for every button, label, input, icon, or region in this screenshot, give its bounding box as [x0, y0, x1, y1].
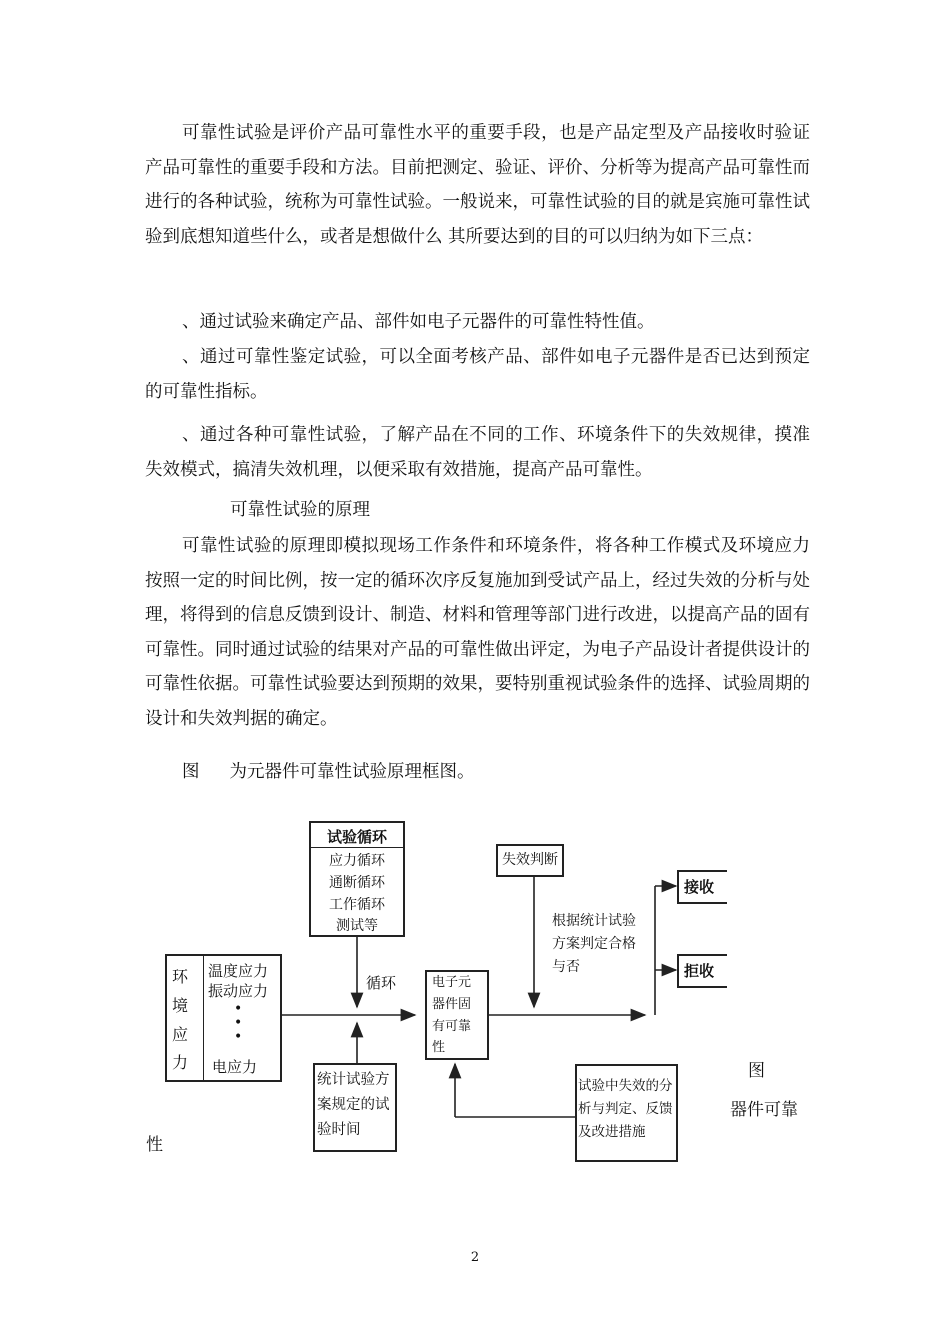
electrical-stress-label: 电应力	[212, 1058, 258, 1076]
test-cycle-item: 测试等	[336, 918, 378, 934]
test-cycle-title: 试验循环	[326, 828, 387, 846]
ellipsis-dot: •	[234, 1001, 243, 1017]
reject-label: 拒收	[684, 962, 715, 980]
test-cycle-item: 工作循环	[329, 897, 385, 913]
analysis-line: 试验中失效的分	[578, 1078, 673, 1094]
env-label-char: 应	[172, 1025, 189, 1044]
figure-caption-fragment: 性	[146, 1135, 163, 1155]
temperature-stress-label: 温度应力	[208, 962, 269, 980]
point-2: 、通过可靠性鉴定试验，可以全面考核产品、部件如电子元器件是否已达到预定的可靠性指标。	[145, 347, 810, 402]
vibration-stress-label: 振动应力	[208, 982, 269, 1000]
figure-reference-text: 为元器件可靠性试验原理框图。	[229, 762, 475, 782]
analysis-line: 析与判定、反馈	[578, 1101, 673, 1117]
intro-paragraph: 可靠性试验是评价产品可靠性水平的重要手段，也是产品定型及产品接收时验证产品可靠性的重要手段和方法。目前把测定、验证、评价、分析等为提高产品可靠性而进行的各种试验，统称为可靠性试验。一般说来，可靠性试验的目的就是宾施可靠性试验到底想知道些什么，或者是想做什么 其所要达到的目的可以归纳为如下三点：	[145, 123, 810, 247]
env-label-char: 力	[172, 1053, 189, 1072]
test-cycle-item: 通断循环	[329, 875, 385, 891]
ellipsis-dot: •	[234, 1015, 243, 1031]
ellipsis-dot: •	[234, 1029, 243, 1045]
stat-plan-line: 验时间	[317, 1122, 361, 1138]
stat-plan-line: 统计试验方	[317, 1072, 390, 1088]
environment-stress-divider	[203, 956, 204, 1080]
figure-reference-prefix: 图	[182, 762, 200, 782]
test-cycle-item: 应力循环	[329, 853, 385, 869]
principle-paragraph: 可靠性试验的原理即模拟现场工作条件和环境条件，将各种工作模式及环境应力按照一定的时间比例，按一定的循环次序反复施加到受试产品上，经过失效的分析与处理，将得到的信息反馈到设计、制造、材料和管理等部门进行改进，以提高产品的固有可靠性。同时通过试验的结果对产品的可靠性做出评定，为电子产品设计者提供设计的可靠性依据。可靠性试验要达到预期的效果，要特别重视试验条件的选择、试验周期的设计和失效判据的确定。	[145, 536, 810, 729]
env-label-char: 境	[172, 996, 189, 1015]
point-3: 、通过各种可靠性试验，了解产品在不同的工作、环境条件下的失效规律，摸准失效模式，搞清失效机理，以便采取有效措施，提高产品可靠性。	[145, 425, 810, 480]
accept-label: 接收	[684, 878, 715, 896]
component-line: 有可靠	[432, 1019, 472, 1034]
point-1: 、通过试验来确定产品、部件如电子元器件的可靠性特性值。	[182, 312, 655, 332]
section-heading: 可靠性试验的原理	[230, 500, 370, 520]
decision-line: 与否	[552, 959, 580, 975]
failure-judgment-label: 失效判断	[502, 852, 558, 868]
analysis-line: 及改进措施	[578, 1124, 646, 1140]
env-label-char: 环	[172, 967, 189, 986]
stat-plan-line: 案规定的试	[317, 1097, 390, 1113]
component-line: 电子元	[432, 975, 472, 990]
decision-line: 根据统计试验	[552, 913, 636, 929]
component-line: 器件固	[432, 997, 472, 1012]
component-line: 性	[432, 1040, 446, 1055]
figure-caption-fragment: 器件可靠	[730, 1100, 798, 1120]
page-number: 2	[470, 1250, 480, 1265]
cycle-label: 循环	[366, 974, 397, 992]
figure-caption-fragment: 图	[748, 1061, 765, 1081]
decision-line: 方案判定合格	[552, 936, 636, 952]
